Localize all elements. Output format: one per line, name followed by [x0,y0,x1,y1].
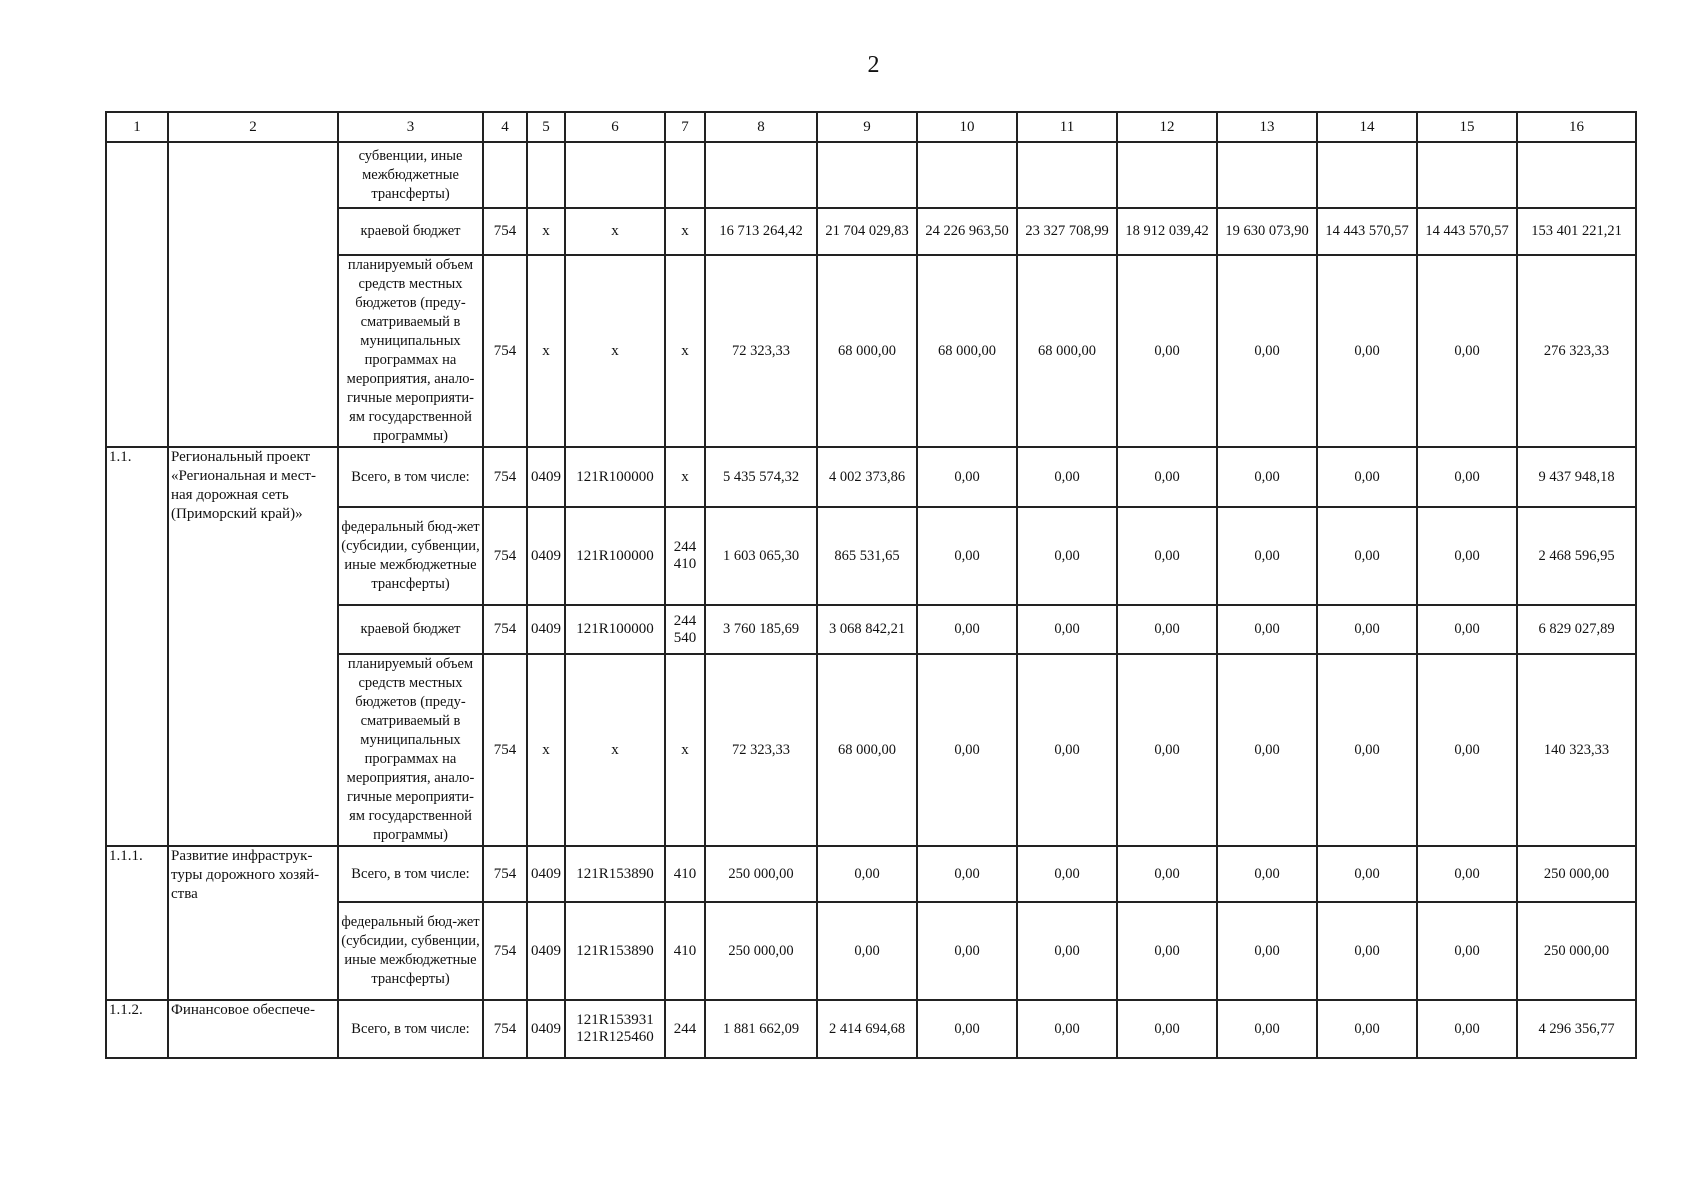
code-line: 244 [673,612,697,629]
cell-col-6: 121R100000 [565,447,665,507]
cell-col-10: 0,00 [917,605,1017,654]
cell-col-7 [665,605,705,654]
table-body [106,142,1636,1058]
cell-col-14 [1317,142,1417,208]
cell-col-8: 250 000,00 [705,846,817,902]
cell-col-6: x [565,255,665,447]
code-line: 121R153931 [576,1012,654,1028]
cell-col-5 [527,142,565,208]
cell-col-13: 0,00 [1217,255,1317,447]
column-header-8: 8 [705,112,817,142]
column-header-6: 6 [565,112,665,142]
cell-col-8: 1 603 065,30 [705,507,817,605]
cell-col-5: 0409 [527,902,565,1000]
cell-col-4: 754 [483,1000,527,1058]
cell-col-10: 24 226 963,50 [917,208,1017,255]
cell-col-13: 0,00 [1217,447,1317,507]
page-number: 2 [867,52,880,78]
cell-col-8: 5 435 574,32 [705,447,817,507]
cell-col-3: субвенции, иные межбюджетные трансферты) [338,142,483,208]
table-row [106,447,1636,507]
cell-col-14: 0,00 [1317,605,1417,654]
cell-col-9: 4 002 373,86 [817,447,917,507]
cell-col-3: Всего, в том числе: [338,1000,483,1058]
column-header-11: 11 [1017,112,1117,142]
cell-col-7 [665,142,705,208]
cell-col-4: 754 [483,507,527,605]
cell-col-5: 0409 [527,605,565,654]
cell-col-11: 0,00 [1017,605,1117,654]
cell-col-14: 0,00 [1317,447,1417,507]
cell-col-6 [565,142,665,208]
cell-col-3: Всего, в том числе: [338,447,483,507]
cell-col-15: 14 443 570,57 [1417,208,1517,255]
cell-col-6 [565,1000,665,1058]
cell-col-5: 0409 [527,846,565,902]
cell-col-11: 0,00 [1017,1000,1117,1058]
column-header-3: 3 [338,112,483,142]
cell-col-8: 250 000,00 [705,902,817,1000]
code-line: 244 [673,539,697,555]
column-header-2: 2 [168,112,338,142]
cell-col-5: x [527,654,565,846]
cell-col-7: 244 [665,1000,705,1058]
cell-col-1 [106,142,168,447]
column-header-4: 4 [483,112,527,142]
cell-col-8: 1 881 662,09 [705,1000,817,1058]
cell-col-9 [817,142,917,208]
column-header-15: 15 [1417,112,1517,142]
cell-col-12: 0,00 [1117,1000,1217,1058]
cell-col-7: x [665,208,705,255]
cell-col-14: 14 443 570,57 [1317,208,1417,255]
cell-col-12: 0,00 [1117,846,1217,902]
cell-col-16 [1517,142,1636,208]
cell-col-10: 0,00 [917,447,1017,507]
cell-col-6: 121R100000 [565,605,665,654]
cell-col-4: 754 [483,654,527,846]
cell-col-16: 9 437 948,18 [1517,447,1636,507]
cell-col-14: 0,00 [1317,255,1417,447]
cell-col-5: x [527,208,565,255]
table-row [106,846,1636,902]
cell-col-1: 1.1. [106,447,168,846]
cell-col-11: 68 000,00 [1017,255,1117,447]
cell-col-3: планируемый объем средств местных бюджетов (преду-сматриваемый в муниципальных программах на мероприятия, анало-гичные мероприяти-ям государственной программы) [338,255,483,447]
cell-col-4 [483,142,527,208]
cell-col-10: 0,00 [917,846,1017,902]
cell-col-5: 0409 [527,507,565,605]
cell-col-3: федеральный бюд-жет (субсидии, субвенции, иные межбюджетные трансферты) [338,902,483,1000]
cell-col-16: 2 468 596,95 [1517,507,1636,605]
cell-col-4: 754 [483,902,527,1000]
cell-col-2: Финансовое обеспече- [168,1000,338,1058]
cell-col-9: 68 000,00 [817,654,917,846]
cell-col-9: 68 000,00 [817,255,917,447]
cell-col-6: 121R153890 [565,846,665,902]
cell-col-12: 0,00 [1117,605,1217,654]
cell-col-8 [705,142,817,208]
cell-col-1: 1.1.2. [106,1000,168,1058]
cell-col-16: 276 323,33 [1517,255,1636,447]
cell-col-3: краевой бюджет [338,208,483,255]
cell-col-11: 0,00 [1017,447,1117,507]
header-row [106,112,1636,142]
cell-col-10 [917,142,1017,208]
cell-col-15 [1417,142,1517,208]
column-header-1: 1 [106,112,168,142]
cell-col-10: 0,00 [917,902,1017,1000]
column-header-9: 9 [817,112,917,142]
cell-col-12: 0,00 [1117,255,1217,447]
table-row [106,142,1636,208]
cell-col-16: 4 296 356,77 [1517,1000,1636,1058]
cell-col-11: 0,00 [1017,846,1117,902]
cell-col-15: 0,00 [1417,902,1517,1000]
cell-col-6: 121R100000 [565,507,665,605]
cell-col-9: 0,00 [817,902,917,1000]
cell-col-11: 0,00 [1017,902,1117,1000]
cell-col-3: федеральный бюд-жет (субсидии, субвенции, иные межбюджетные трансферты) [338,507,483,605]
cell-col-10: 0,00 [917,654,1017,846]
cell-col-8: 16 713 264,42 [705,208,817,255]
cell-col-4: 754 [483,605,527,654]
cell-col-4: 754 [483,208,527,255]
cell-col-12: 18 912 039,42 [1117,208,1217,255]
cell-col-13: 0,00 [1217,1000,1317,1058]
cell-col-6: 121R153890 [565,902,665,1000]
cell-col-7: 410 [665,902,705,1000]
cell-col-9: 3 068 842,21 [817,605,917,654]
column-header-12: 12 [1117,112,1217,142]
column-header-13: 13 [1217,112,1317,142]
cell-col-3: планируемый объем средств местных бюджетов (преду-сматриваемый в муниципальных программах на мероприятия, анало-гичные мероприяти-ям государственной программы) [338,654,483,846]
cell-col-3: Всего, в том числе: [338,846,483,902]
code-line: 121R125460 [576,1029,654,1045]
cell-col-7: x [665,255,705,447]
cell-col-11: 0,00 [1017,507,1117,605]
cell-col-7 [665,507,705,605]
cell-col-7: 410 [665,846,705,902]
cell-col-9: 0,00 [817,846,917,902]
column-header-7: 7 [665,112,705,142]
cell-col-13 [1217,142,1317,208]
cell-col-14: 0,00 [1317,654,1417,846]
cell-col-12: 0,00 [1117,654,1217,846]
cell-col-12: 0,00 [1117,507,1217,605]
cell-col-5: x [527,255,565,447]
cell-col-11: 23 327 708,99 [1017,208,1117,255]
cell-col-6: x [565,654,665,846]
cell-col-16: 250 000,00 [1517,902,1636,1000]
cell-col-12: 0,00 [1117,447,1217,507]
cell-col-13: 0,00 [1217,846,1317,902]
column-header-10: 10 [917,112,1017,142]
cell-col-4: 754 [483,447,527,507]
cell-col-14: 0,00 [1317,846,1417,902]
cell-col-9: 21 704 029,83 [817,208,917,255]
cell-col-13: 0,00 [1217,654,1317,846]
cell-col-5: 0409 [527,447,565,507]
table-row [106,1000,1636,1058]
cell-col-12: 0,00 [1117,902,1217,1000]
cell-col-15: 0,00 [1417,1000,1517,1058]
cell-col-2 [168,142,338,447]
cell-col-15: 0,00 [1417,605,1517,654]
cell-col-7: x [665,447,705,507]
cell-col-9: 2 414 694,68 [817,1000,917,1058]
column-header-16: 16 [1517,112,1636,142]
cell-col-16: 250 000,00 [1517,846,1636,902]
cell-col-3: краевой бюджет [338,605,483,654]
cell-col-15: 0,00 [1417,447,1517,507]
cell-col-7: x [665,654,705,846]
cell-col-8: 72 323,33 [705,654,817,846]
cell-col-10: 0,00 [917,1000,1017,1058]
cell-col-9: 865 531,65 [817,507,917,605]
cell-col-11: 0,00 [1017,654,1117,846]
cell-col-8: 72 323,33 [705,255,817,447]
cell-col-15: 0,00 [1417,255,1517,447]
cell-col-14: 0,00 [1317,1000,1417,1058]
cell-col-13: 0,00 [1217,605,1317,654]
cell-col-8: 3 760 185,69 [705,605,817,654]
cell-col-14: 0,00 [1317,902,1417,1000]
cell-col-16: 140 323,33 [1517,654,1636,846]
budget-table [105,111,1637,1059]
cell-col-4: 754 [483,255,527,447]
cell-col-16: 6 829 027,89 [1517,605,1636,654]
cell-col-14: 0,00 [1317,507,1417,605]
column-header-14: 14 [1317,112,1417,142]
column-header-5: 5 [527,112,565,142]
cell-col-12 [1117,142,1217,208]
cell-col-11 [1017,142,1117,208]
cell-col-10: 68 000,00 [917,255,1017,447]
cell-col-6: x [565,208,665,255]
cell-col-4: 754 [483,846,527,902]
cell-col-15: 0,00 [1417,846,1517,902]
code-line: 410 [673,556,697,572]
cell-col-13: 0,00 [1217,902,1317,1000]
cell-col-13: 0,00 [1217,507,1317,605]
cell-col-15: 0,00 [1417,507,1517,605]
cell-col-2: Региональный проект «Региональная и мест-ная дорожная сеть (Приморский край)» [168,447,338,846]
code-line: 540 [673,629,697,646]
cell-col-13: 19 630 073,90 [1217,208,1317,255]
cell-col-16: 153 401 221,21 [1517,208,1636,255]
cell-col-5: 0409 [527,1000,565,1058]
cell-col-2: Развитие инфраструк-туры дорожного хозяй-ства [168,846,338,1000]
cell-col-1: 1.1.1. [106,846,168,1000]
cell-col-15: 0,00 [1417,654,1517,846]
cell-col-10: 0,00 [917,507,1017,605]
